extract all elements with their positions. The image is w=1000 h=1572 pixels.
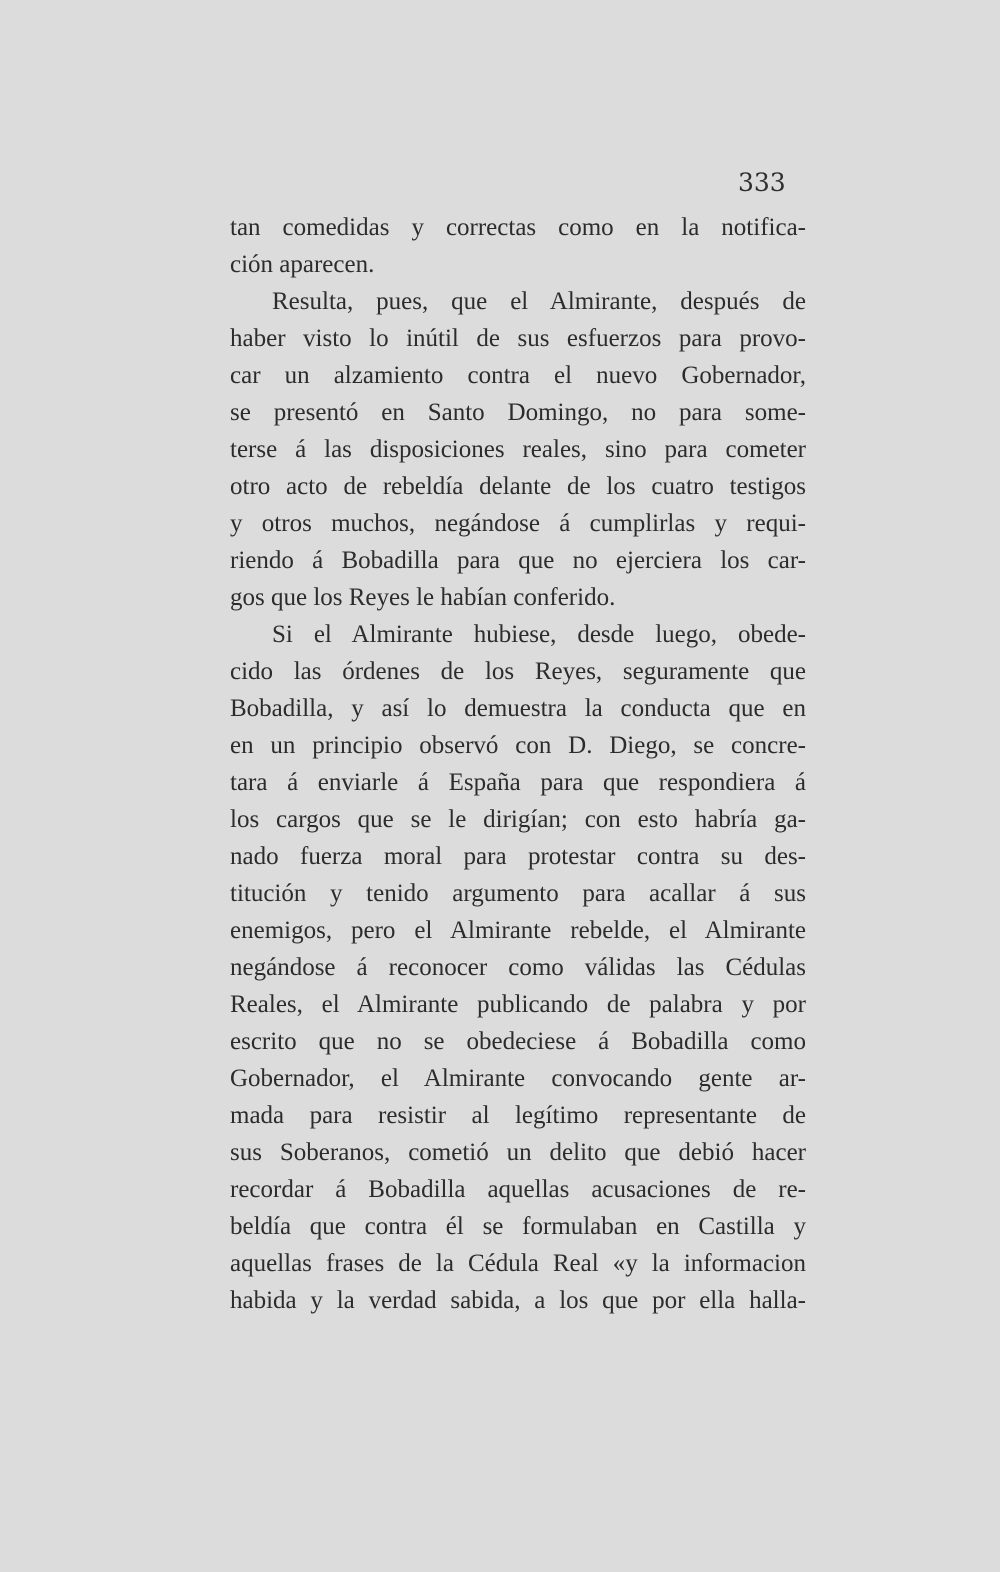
text-line: titución y tenido argumento para acallar á sus [230,880,806,907]
text-line: Resulta, pues, que el Almirante, después de [272,288,806,315]
text-line: car un alzamiento contra el nuevo Gobernador, [230,362,806,389]
text-line: riendo á Bobadilla para que no ejerciera los car- [230,547,806,574]
text-line: habida y la verdad sabida, a los que por ella halla- [230,1287,806,1314]
text-line: cido las órdenes de los Reyes, seguramente que [230,658,806,685]
text-line: se presentó en Santo Domingo, no para some- [230,399,806,426]
text-line: terse á las disposiciones reales, sino para cometer [230,436,806,463]
text-line: Bobadilla, y así lo demuestra la conducta que en [230,695,806,722]
text-line: escrito que no se obedeciese á Bobadilla como [230,1028,806,1055]
text-line: gos que los Reyes le habían conferido. [230,584,616,611]
text-line: Si el Almirante hubiese, desde luego, obede- [272,621,806,648]
text-line: nado fuerza moral para protestar contra su des- [230,843,806,870]
text-line: sus Soberanos, cometió un delito que debió hacer [230,1139,806,1166]
text-line: enemigos, pero el Almirante rebelde, el Almirante [230,917,806,944]
text-line: beldía que contra él se formulaban en Castilla y [230,1213,806,1240]
text-line: recordar á Bobadilla aquellas acusaciones de re- [230,1176,806,1203]
text-line: tan comedidas y correctas como en la notifica- [230,214,806,241]
text-line: haber visto lo inútil de sus esfuerzos para provo- [230,325,806,352]
text-line: Gobernador, el Almirante convocando gente ar- [230,1065,806,1092]
text-line: y otros muchos, negándose á cumplirlas y requi- [230,510,806,537]
text-line: los cargos que se le dirigían; con esto habría ga- [230,806,806,833]
text-line: Reales, el Almirante publicando de palabra y por [230,991,806,1018]
text-line: mada para resistir al legítimo representante de [230,1102,806,1129]
text-line: negándose á reconocer como válidas las Cédulas [230,954,806,981]
text-line: otro acto de rebeldía delante de los cuatro testigos [230,473,806,500]
text-line: tara á enviarle á España para que respondiera á [230,769,806,796]
text-line: ción aparecen. [230,251,375,278]
body-text [230,209,806,1319]
text-line: en un principio observó con D. Diego, se concre- [230,732,806,759]
page-number: 333 [738,168,786,197]
text-line: aquellas frases de la Cédula Real «y la informacion [230,1250,806,1277]
